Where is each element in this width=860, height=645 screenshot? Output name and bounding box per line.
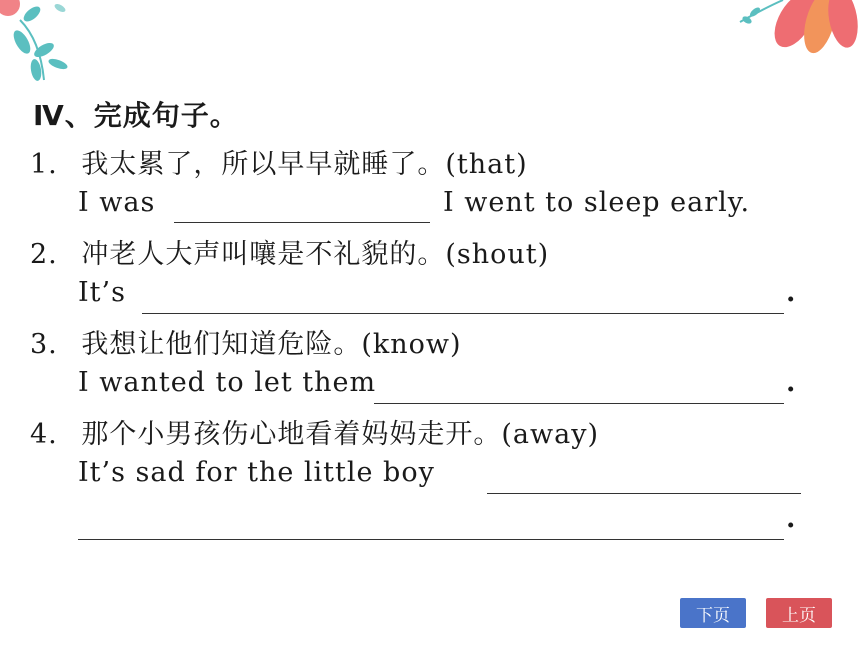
answer-blank-4b[interactable] <box>78 539 784 540</box>
item-1-english-end: I went to sleep early. <box>443 187 751 218</box>
prev-page-button[interactable]: 上页 <box>766 598 832 628</box>
next-page-button[interactable]: 下页 <box>680 598 746 628</box>
item-2-period: . <box>786 277 796 308</box>
item-number: 1. <box>30 149 58 180</box>
answer-blank-3[interactable] <box>374 403 784 404</box>
item-4-chinese <box>30 412 599 451</box>
item-1-english-start: I was <box>78 187 156 218</box>
item-number: 2. <box>30 239 58 270</box>
item-4-period: . <box>786 503 796 534</box>
item-number: 3. <box>30 329 58 360</box>
leaf-decoration-top-right <box>735 0 860 70</box>
item-prompt: 我太累了，所以早早就睡了。(that) <box>81 149 528 180</box>
answer-blank-1[interactable] <box>174 222 430 223</box>
item-3-english-start: I wanted to let them <box>78 367 377 398</box>
item-prompt: 那个小男孩伤心地看着妈妈走开。(away) <box>81 419 599 450</box>
item-2-english-start: It’s <box>78 277 126 308</box>
item-prompt: 冲老人大声叫嚷是不礼貌的。(shout) <box>81 239 550 270</box>
item-3-chinese <box>30 322 462 361</box>
leaf-decoration-top-left <box>0 0 90 90</box>
item-2-chinese <box>30 232 549 271</box>
item-4-english-start: It’s sad for the little boy <box>78 457 435 488</box>
item-number: 4. <box>30 419 58 450</box>
item-prompt: 我想让他们知道危险。(know) <box>81 329 462 360</box>
item-3-period: . <box>786 367 796 398</box>
answer-blank-2[interactable] <box>142 313 784 314</box>
section-title: Ⅳ、完成句子。 <box>33 99 239 132</box>
answer-blank-4a[interactable] <box>487 493 801 494</box>
item-1-chinese <box>30 142 528 181</box>
